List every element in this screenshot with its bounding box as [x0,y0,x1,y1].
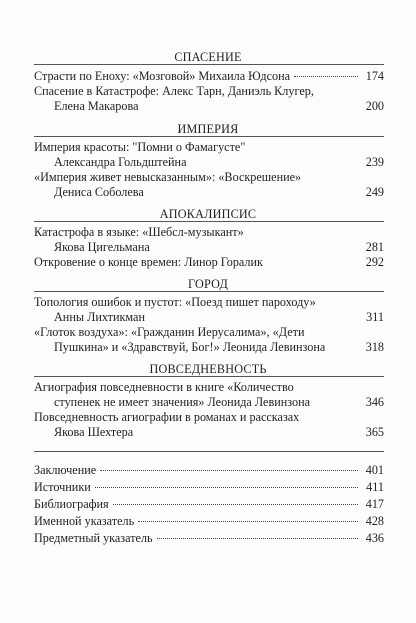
toc-entry[interactable] [34,380,384,395]
toc-entry-page: 200 [365,99,384,113]
toc-entry-page: 428 [365,514,384,528]
toc-entry-page: 174 [365,69,384,83]
toc-entry-name-index[interactable] [34,514,384,529]
toc-entry-title: Дениса Соболева [54,185,144,199]
leader-dots [100,470,358,471]
toc-entry-page: 281 [365,240,384,254]
toc-entry-page: 436 [365,531,384,545]
toc-entry[interactable] [34,170,384,185]
leader-dots [113,504,358,505]
toc-entry-title: Якова Шехтера [54,425,134,439]
section-heading-apocalypse: АПОКАЛИПСИС [159,207,257,221]
toc-entry-title: Именной указатель [34,514,135,528]
toc-entry-continuation[interactable] [54,425,384,440]
toc-entry-title: Топология ошибок и пустот: «Поезд пишет пароходу» [34,295,316,309]
toc-entry-title: Страсти по Еноху: «Мозговой» Михаила Юдсона [34,69,291,83]
section-rule [34,451,384,452]
toc-entry-subject-index[interactable] [34,531,384,546]
section-heading-salvation: СПАСЕНИЕ [174,50,242,64]
toc-entry[interactable] [34,84,384,99]
toc-entry-title: ступенек не имеет значения» Леонида Левинзона [54,395,311,409]
toc-entry-bibliography[interactable] [34,497,384,512]
toc-entry-continuation[interactable] [54,185,384,200]
toc-entry-page: 346 [365,395,384,409]
toc-entry-title: Александра Гольдштейна [54,155,187,169]
toc-entry-title: Анны Лихтикман [54,310,145,324]
toc-entry-continuation[interactable] [54,155,384,170]
toc-entry-title: Катастрофа в языке: «Шебсл-музыкант» [34,225,244,239]
toc-entry-page: 239 [365,155,384,169]
toc-entry-page: 417 [365,497,384,511]
toc-entry-title: Повседневность агиографии в романах и рассказах [34,410,300,424]
section-rule [34,136,384,137]
toc-entry-title: Елена Макарова [54,99,139,113]
toc-entry[interactable] [34,69,384,84]
toc-entry-continuation[interactable] [54,395,384,410]
toc-entry[interactable] [34,255,384,270]
toc-entry[interactable] [34,410,384,425]
leader-dots [157,538,358,539]
toc-entry[interactable] [34,140,384,155]
toc-entry-conclusion[interactable] [34,463,384,478]
toc-entry-sources[interactable] [34,480,384,495]
leader-dots [138,521,358,522]
toc-entry-title: «Империя живет невысказанным»: «Воскрешение» [34,170,302,184]
toc-entry-title: Источники [34,480,91,494]
toc-entry-page: 411 [366,480,384,494]
toc-entry-page: 292 [365,255,384,269]
toc-entry-continuation[interactable] [54,310,384,325]
section-rule [34,376,384,377]
leader-dots [95,487,358,488]
toc-entry-page: 401 [365,463,384,477]
toc-entry-page: 318 [365,340,384,354]
toc-entry-page: 249 [365,185,384,199]
section-rule [34,221,384,222]
toc-entry-title: Заключение [34,463,97,477]
toc-entry-title: Якова Цигельмана [54,240,150,254]
toc-entry-title: Библиография [34,497,109,511]
toc-entry[interactable] [34,295,384,310]
toc-entry-title: «Глоток воздуха»: «Гражданин Иерусалима», «Дети [34,325,305,339]
toc-entry-page: 311 [366,310,384,324]
section-rule [34,291,384,292]
toc-entry-title: Откровение о конце времен: Линор Горалик [34,255,263,269]
toc-entry-title: Империя красоты: "Помни о Фамагусте" [34,140,246,154]
leader-dots [294,76,358,77]
toc-entry[interactable] [34,225,384,240]
toc-entry-continuation[interactable] [54,99,384,114]
toc-entry-title: Спасение в Катастрофе: Алекс Тарн, Даниэль Клугер, [34,84,314,98]
toc-entry-continuation[interactable] [54,340,384,355]
section-heading-city: ГОРОД [188,277,228,291]
section-heading-everyday: ПОВСЕДНЕВНОСТЬ [149,362,267,376]
toc-entry-title: Предметный указатель [34,531,153,545]
toc-entry-page: 365 [365,425,384,439]
toc-entry[interactable] [34,325,384,340]
toc-entry-title: Агиография повседневности в книге «Количество [34,380,294,394]
toc-entry-continuation[interactable] [54,240,384,255]
toc-entry-title: Пушкина» и «Здравствуй, Бог!» Леонида Левинзона [54,340,326,354]
section-rule [34,64,384,65]
section-heading-empire: ИМПЕРИЯ [177,122,239,136]
